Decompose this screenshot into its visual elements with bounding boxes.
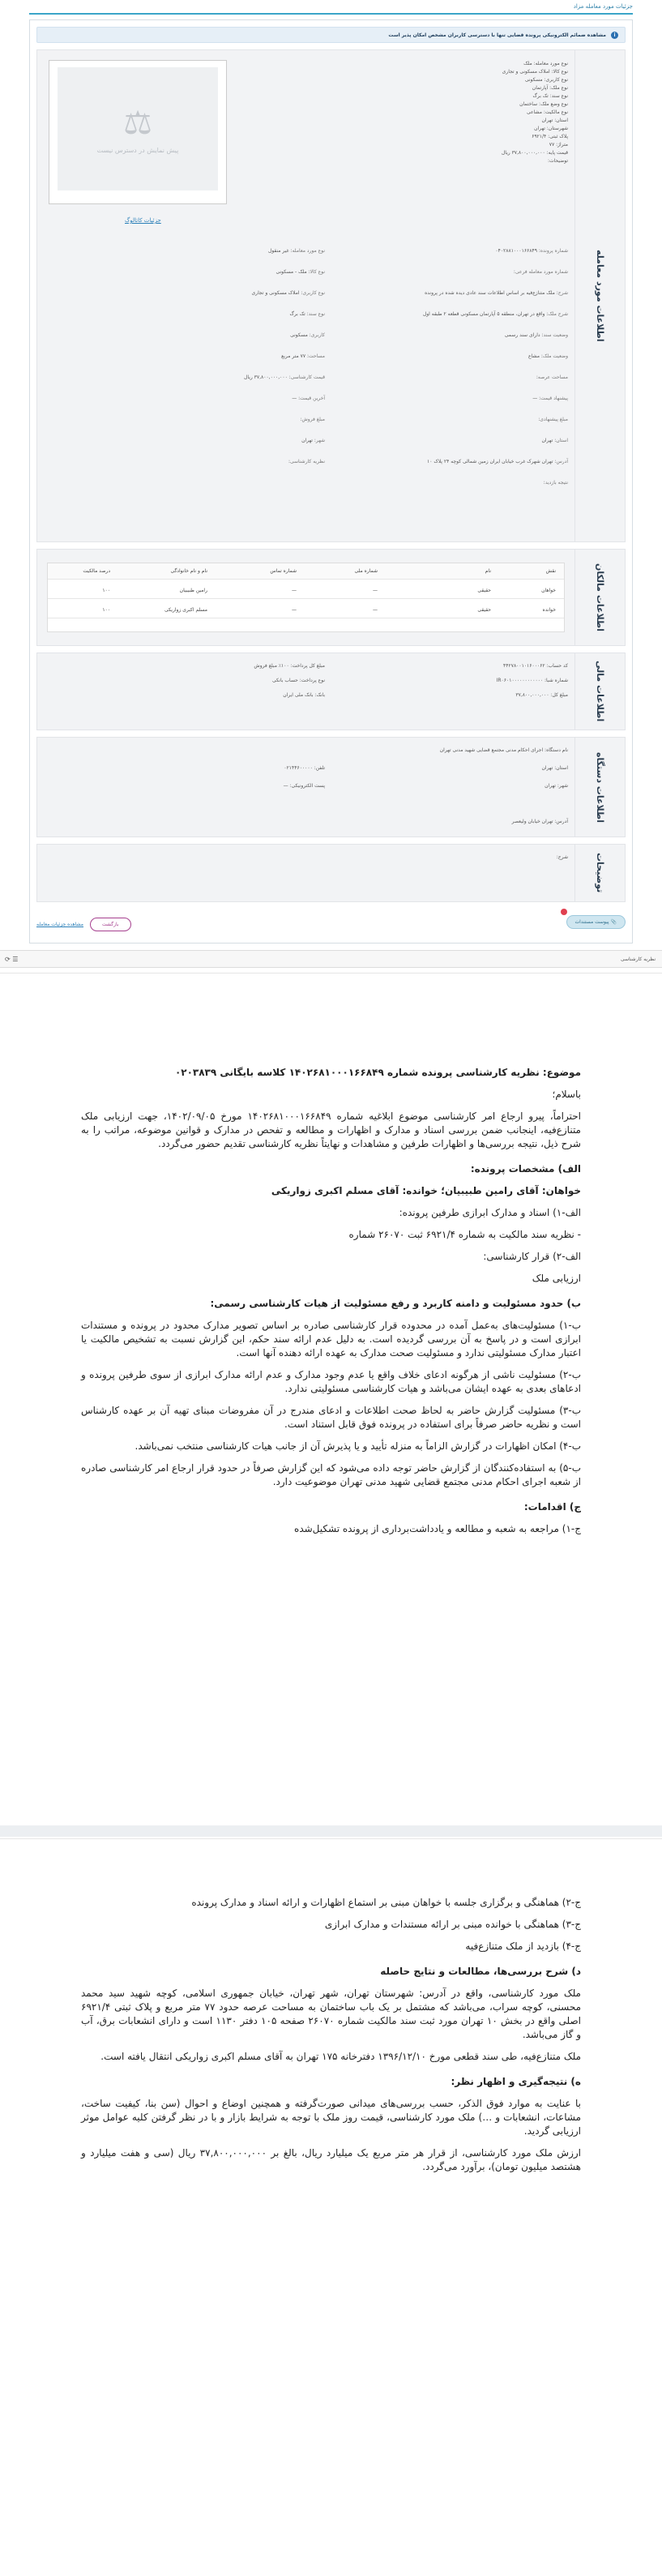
cell-fullname: مسلم اکبری زواریکی bbox=[164, 607, 207, 613]
case-field-label: قیمت کارشناسی bbox=[290, 374, 325, 380]
pdf-paragraph: ج-۳) هماهنگی با خوانده مبنی بر ارائه مستندات و مدارک ابرازی bbox=[324, 1919, 581, 1930]
case-field-value: تک برگ bbox=[289, 311, 305, 317]
case-line: توضیحات: bbox=[547, 158, 568, 164]
pdf-paragraph: ب-۱) مسئولیت‌های به‌عمل آمده در محدوده قرار کارشناسی صادره بر اساس تصویر مدارک محدود در پرونده و مستندات ابرازی است و در پاسخ به آن بررسی گردیده است. به دلیل عدم ارائه سند حکم، این گزارش نسبت به تشخیص مالکیت یا اعتبار مدارک مسئولیتی ندارد و مسئولیت صحت مدارک به عهده ارائه دهنده آنها است. bbox=[81, 1320, 581, 1359]
pdf-paragraph: ج-۱) مراجعه به شعبه و مطالعه و یادداشت‌برداری از پرونده تشکیل‌شده bbox=[294, 1523, 581, 1534]
case-field: شرح ملک: واقع در تهران، منطقه ۵ آپارتمان مسکونی قطعه ۲ طبقه اول bbox=[422, 311, 568, 317]
cell-phone: — bbox=[292, 588, 297, 593]
case-field-value: ۳۷,۸۰۰,۰۰۰,۰۰۰ ریال bbox=[243, 374, 288, 380]
paperclip-icon: 📎 bbox=[610, 919, 617, 925]
case-line: نوع وضع ملک: ساختمان bbox=[519, 101, 568, 107]
case-field-value: دارای سند رسمی bbox=[504, 332, 540, 338]
case-field-label: نوع کاربری bbox=[302, 290, 325, 296]
case-field: نوع سند: تک برگ bbox=[289, 311, 325, 317]
org-section bbox=[36, 737, 626, 837]
case-line: پلاک ثبتی: ۶۹۲۱/۴ bbox=[532, 134, 568, 139]
pdf-menu-icon[interactable]: ☰ ⟳ bbox=[5, 956, 19, 963]
pdf-paragraph: ج-۴) بازدید از ملک متنازع‌فیه bbox=[465, 1941, 581, 1952]
page-gap bbox=[0, 1825, 662, 1837]
case-field-label: نظریه کارشناسی bbox=[290, 459, 325, 464]
notes-body bbox=[44, 851, 568, 895]
case-field-value: غیر منقول bbox=[267, 248, 289, 254]
case-field-label: استان bbox=[556, 438, 568, 443]
catalog-link[interactable]: جزئیات کاتالوگ bbox=[125, 217, 161, 224]
finance-line: مبلغ کل: ۳۷,۸۰۰,۰۰۰,۰۰۰ bbox=[515, 692, 568, 698]
case-field: مساحت عرصه: bbox=[536, 374, 568, 380]
case-field-label: وضعیت ملک bbox=[542, 353, 568, 359]
case-line: شهرستان: تهران bbox=[534, 126, 568, 131]
cell-role: خواهان bbox=[541, 588, 556, 593]
pdf-parties: خواهان: آقای رامین طبیبیان؛ خوانده: آقای مسلم اکبری زواریکی bbox=[271, 1185, 581, 1196]
case-field-value: ۰۴۰۲۸۸۱۰۰۰۱۶۶۸۴۹ bbox=[495, 248, 537, 254]
pdf-page-2-text bbox=[81, 1896, 581, 2182]
case-field-value: مسکونی bbox=[290, 332, 308, 338]
owners-header bbox=[574, 550, 625, 645]
pdf-paragraph: ارزش ملک مورد کارشناسی، از قرار هر متر مربع یک میلیارد ریال، بالغ بر ۳۷,۸۰۰,۰۰۰,۰۰۰ ریال (سی و هفت میلیارد و هشتصد میلیون تومان)، برآورد می‌گردد. bbox=[81, 2147, 581, 2172]
back-button[interactable]: بازگشت bbox=[90, 918, 131, 931]
case-field-label: شماره پرونده bbox=[540, 248, 568, 254]
notice-banner bbox=[36, 27, 626, 43]
case-field: نوع کالا: ملک - مسکونی bbox=[275, 269, 325, 275]
org-title: اطلاعات دستگاه bbox=[595, 751, 605, 823]
case-field: نوع کاربری: املاک مسکونی و تجاری bbox=[251, 290, 325, 296]
owners-table bbox=[47, 563, 565, 632]
pdf-paragraph: الف-۲) قرار کارشناسی: bbox=[483, 1251, 581, 1262]
case-field: نوع مورد معامله: غیر منقول bbox=[267, 248, 325, 254]
cell-phone: — bbox=[292, 607, 297, 613]
org-line: آدرس: تهران خیابان ولیعصر bbox=[511, 819, 568, 824]
th-national-id: شماره ملی bbox=[354, 568, 378, 574]
th-role: نقش bbox=[545, 568, 556, 574]
case-field: مبلغ پیشنهادی: bbox=[538, 417, 568, 422]
case-info-header bbox=[574, 50, 625, 541]
case-field-value: — bbox=[532, 396, 538, 401]
notes-header bbox=[574, 845, 625, 901]
case-line: نوع کاربری: مسکونی bbox=[524, 77, 568, 83]
cell-national-id: — bbox=[373, 607, 378, 613]
pdf-paragraph: ارزیابی ملک bbox=[532, 1273, 581, 1284]
cell-fullname: رامین طبیبیان bbox=[179, 588, 207, 593]
case-field-value: ملک - مسکونی bbox=[275, 269, 307, 275]
pdf-paragraph: - نظریه سند مالکیت به شماره ۶۹۲۱/۴ ثبت ۲۶۰۷۰ شماره bbox=[348, 1229, 581, 1240]
gavel-icon: ⚖ bbox=[123, 104, 152, 142]
table-row[interactable] bbox=[48, 602, 564, 618]
case-field-label: شرح ملک bbox=[548, 311, 568, 317]
case-field: استان: تهران bbox=[541, 438, 568, 443]
case-field-label: شرح bbox=[557, 290, 568, 296]
pdf-page-2 bbox=[0, 1838, 662, 2576]
case-field-label: نوع مورد معامله bbox=[292, 248, 325, 254]
case-field-label: شماره مورد معامله فرعی bbox=[515, 269, 568, 275]
finance-line: کد حساب: ۴۴۲۷۸۰۰۱۰۱۶۰۰۰۶۲ bbox=[503, 663, 568, 669]
cell-type: حقیقی bbox=[477, 607, 491, 613]
pdf-toolbar-title: نظریه کارشناسی bbox=[621, 956, 656, 962]
pdf-paragraph: ب-۴) امکان اظهارات در گزارش الزاماً به منزله تأیید و یا پذیرش آن از جانب هیات کارشناسی منتخب نمی‌باشد. bbox=[135, 1440, 581, 1452]
info-icon: i bbox=[611, 32, 618, 39]
finance-line: شماره شبا: IR۰۶۰۱۰۰۰۰۰۰۰۰۰۰۰۰ bbox=[496, 678, 568, 683]
case-field-label: آدرس bbox=[556, 459, 568, 464]
org-header bbox=[574, 738, 625, 837]
case-field-label: نوع سند bbox=[308, 311, 325, 317]
case-line: نوع سند: تک برگ bbox=[532, 93, 568, 99]
notes-title: توضیحات bbox=[595, 853, 605, 893]
case-field-value: تهران شهرک غرب خیابان ایران زمین شمالی کوچه ۲۴ پلاک ۱۰ bbox=[427, 459, 553, 464]
case-line: نوع کالا: املاک مسکونی و تجاری bbox=[502, 69, 568, 75]
case-field-value: مشاع bbox=[528, 353, 540, 359]
case-field-value: تهران bbox=[301, 438, 313, 443]
case-field-label: شهر bbox=[315, 438, 325, 443]
case-field: شرح: ملک متنازع‌فیه بر اساس اطلاعات سند عادی دیده شده در پرونده bbox=[425, 290, 568, 296]
footer-actions bbox=[36, 918, 131, 931]
photo-frame bbox=[49, 60, 227, 204]
cell-share: ۱۰۰ bbox=[102, 588, 110, 593]
page-title: جزئیات مورد معامله مزاد bbox=[573, 3, 633, 10]
case-field: شهر: تهران bbox=[301, 438, 325, 443]
org-line: شهر: تهران bbox=[545, 783, 568, 789]
pdf-heading: ج) اقدامات: bbox=[523, 1501, 581, 1513]
case-field: وضعیت سند: دارای سند رسمی bbox=[504, 332, 568, 338]
pdf-paragraph: الف-۱) اسناد و مدارک ابرازی طرفین پرونده: bbox=[399, 1207, 581, 1218]
pdf-heading: د) شرح بررسی‌ها، مطالعات و نتایج حاصله bbox=[380, 1966, 581, 1977]
case-field: شماره پرونده: ۰۴۰۲۸۸۱۰۰۰۱۶۶۸۴۹ bbox=[495, 248, 568, 254]
finance-line: بانک: بانک ملی ایران bbox=[283, 692, 325, 698]
pdf-paragraph: ملک متنازع‌فیه، طی سند قطعی مورخ ۱۳۹۶/۱۲/۱۰ دفترخانه ۱۷۵ تهران به آقای مسلم اکبری زواریکی انتقال یافته است. bbox=[100, 2051, 581, 2062]
cell-national-id: — bbox=[373, 588, 378, 593]
case-field: آخرین قیمت: — bbox=[292, 396, 325, 401]
case-line: استان: تهران bbox=[541, 118, 568, 123]
case-field-label: نوع کالا bbox=[310, 269, 325, 275]
finance-body bbox=[44, 660, 568, 723]
cell-share: ۱۰۰ bbox=[102, 607, 110, 613]
case-field: پیشنهاد قیمت: — bbox=[532, 396, 568, 401]
table-row[interactable] bbox=[48, 583, 564, 599]
case-field-value: ۷۷ متر مربع bbox=[281, 353, 306, 359]
table-header-row bbox=[48, 563, 564, 580]
case-info-title: اطلاعات مورد معامله bbox=[595, 250, 605, 342]
case-field-label: آخرین قیمت bbox=[300, 396, 325, 401]
pdf-paragraph: ج-۲) هماهنگی و برگزاری جلسه با خواهان مبنی بر استماع اظهارات و ارائه اسناد و مدارک پرونده bbox=[191, 1897, 581, 1908]
owners-section bbox=[36, 549, 626, 646]
case-field-value: املاک مسکونی و تجاری bbox=[251, 290, 300, 296]
finance-section bbox=[36, 653, 626, 730]
org-line: تلفن: ۰۲۱۴۴۶۰۰۰۰۰ bbox=[284, 765, 325, 771]
photo-placeholder bbox=[58, 67, 218, 190]
case-field: مساحت: ۷۷ متر مربع bbox=[281, 353, 325, 359]
case-field: آدرس: تهران شهرک غرب خیابان ایران زمین شمالی کوچه ۲۴ پلاک ۱۰ bbox=[427, 459, 568, 464]
case-line: نوع مالکیت: مشاعی bbox=[526, 109, 568, 115]
case-line: نوع مورد معامله: ملک bbox=[523, 61, 568, 66]
pdf-subject: موضوع: نظریه کارشناسی پرونده شماره ۱۴۰۲۶۸۱۰۰۰۱۶۶۸۴۹ کلاسه بایگانی ۰۲۰۳۸۳۹ bbox=[174, 1067, 581, 1078]
case-field-value: تهران bbox=[541, 438, 553, 443]
finance-line: مبلغ کل پرداخت: ۱۰۰٪ مبلغ فروش bbox=[254, 663, 325, 669]
case-field-label: وضعیت سند bbox=[543, 332, 568, 338]
case-field-label: مساحت bbox=[309, 353, 325, 359]
pdf-heading: الف) مشخصات پرونده: bbox=[470, 1163, 581, 1175]
top-divider bbox=[29, 13, 633, 15]
pdf-paragraph: احتراماً، پیرو ارجاع امر کارشناسی موضوع ابلاغیه شماره ۱۴۰۲۶۸۱۰۰۰۱۶۶۸۴۹ مورخ ۱۴۰۲/۰۹/۰۵، جهت ارزیابی ملک متنازع‌فیه، اینجانب ضمن بررسی اسناد و مدارک و اظهارات و مطالعه و تفحص در مدارک و قوانین موضوعه، مراتب را به شرح ذیل، نتیجه بررسی‌ها و اظهارات طرفین و مشاهدات و نهایتاً نظریه کارشناسی تقدیم حضور می‌گردد. bbox=[81, 1110, 581, 1149]
cell-role: خوانده bbox=[542, 607, 556, 613]
owners-body bbox=[44, 556, 568, 639]
case-field-label: نتیجه بازدید bbox=[545, 480, 568, 486]
notes-section bbox=[36, 844, 626, 902]
main-card bbox=[29, 19, 633, 944]
view-deal-link[interactable]: مشاهده جزئیات معامله bbox=[36, 922, 83, 927]
finance-line: نوع پرداخت: حساب بانکی bbox=[271, 678, 325, 683]
finance-header bbox=[574, 653, 625, 730]
th-type: نام bbox=[485, 568, 491, 574]
case-top-list bbox=[260, 60, 568, 165]
case-field: شماره مورد معامله فرعی: bbox=[513, 269, 568, 275]
photo-caption: پیش نمایش در دسترس نیست bbox=[96, 146, 179, 154]
case-field-label: مساحت عرصه bbox=[537, 374, 568, 380]
org-line: نام دستگاه: اجرای احکام مدنی مجتمع قضایی شهید مدنی تهران bbox=[439, 747, 568, 753]
case-field-value: — bbox=[292, 396, 297, 401]
cell-type: حقیقی bbox=[477, 588, 491, 593]
case-field-label: مبلغ پیشنهادی bbox=[540, 417, 568, 422]
case-field: نظریه کارشناسی: bbox=[288, 459, 325, 464]
case-line: متراژ: ۷۷ bbox=[549, 142, 568, 148]
pdf-paragraph: ب-۳) مسئولیت گزارش حاضر به لحاظ صحت اطلاعات و ادعای مندرج در آن مفروضات مبنای تهیه آن بر عهده کارشناس است و نظریه حاضر صرفاً برای استفاده در پرونده فوق قابل استناد است. bbox=[81, 1405, 581, 1430]
pdf-intro: باسلام؛ bbox=[552, 1089, 581, 1100]
pdf-paragraph: با عنایت به موارد فوق الذکر، حسب بررسی‌های میدانی صورت‌گرفته و همچنین اوضاع و احوال (سن بنا، کیفیت ساخت، مشاعات، انشعابات و …) ملک مورد کارشناسی، قیمت روز ملک با توجه به شرایط بازار و با در نظر گرفتن کلیه عوامل موثر ارزیابی گردید. bbox=[81, 2098, 581, 2137]
case-field-label: پیشنهاد قیمت bbox=[540, 396, 568, 401]
attach-documents-label: پیوست مستندات bbox=[574, 919, 609, 925]
case-field: وضعیت ملک: مشاع bbox=[528, 353, 568, 359]
case-field-label: کاربری bbox=[310, 332, 325, 338]
case-grid bbox=[44, 248, 568, 535]
owners-title: اطلاعات مالکان bbox=[595, 563, 605, 631]
case-field: مبلغ فروش: bbox=[300, 417, 325, 422]
pdf-page-1 bbox=[0, 973, 662, 1824]
th-fullname: نام و نام خانوادگی bbox=[170, 568, 207, 574]
notification-badge bbox=[561, 909, 567, 915]
pdf-paragraph: ملک مورد کارشناسی، واقع در آدرس: شهرستان تهران، شهر تهران، خیابان جمهوری اسلامی، کوچه شهید سید محمد محسنی، کوچه سراب، می‌باشد که مشتمل بر یک باب ساختمان به مساحت عرصه حدود ۷۷ متر مربع و پلاک ثبتی ۶۹۲۱/۴ اصلی واقع در بخش ۱۰ تهران مورد ثبت سند مالکیت شماره ۲۶۰۷۰ صفحه ۱۰۵ دفتر ۱۱۳۰ است و دارای انشعابات برق، آب و گاز می‌باشد. bbox=[81, 1988, 582, 2040]
pdf-heading: ب) حدود مسئولیت و دامنه کاربرد و رفع مسئولیت از هیات کارشناسی رسمی: bbox=[210, 1298, 581, 1309]
case-line: نوع ملک: آپارتمان bbox=[532, 85, 568, 91]
attach-documents-button[interactable] bbox=[566, 915, 626, 929]
finance-title: اطلاعات مالی bbox=[595, 661, 605, 722]
org-line: استان: تهران bbox=[541, 765, 568, 771]
pdf-heading: ه) نتیجه‌گیری و اظهار نظر: bbox=[451, 2076, 581, 2087]
case-info-section bbox=[36, 49, 626, 542]
case-field: نتیجه بازدید: bbox=[543, 480, 568, 486]
case-field: کاربری: مسکونی bbox=[290, 332, 325, 338]
case-field: قیمت کارشناسی: ۳۷,۸۰۰,۰۰۰,۰۰۰ ریال bbox=[243, 374, 325, 380]
th-share: درصد مالکیت bbox=[83, 568, 110, 574]
case-field-value: ملک متنازع‌فیه بر اساس اطلاعات سند عادی دیده شده در پرونده bbox=[425, 290, 555, 296]
pdf-paragraph: ب-۵) به استفاده‌کنندگان از گزارش حاضر توجه داده می‌شود که این گزارش صرفاً در حدود قرار ارجاع امر کارشناسی صادره از شعبه اجرای احکام مدنی مجتمع قضایی شهید مدنی تهران موضوعیت دارد. bbox=[81, 1462, 581, 1487]
notes-label: شرح: bbox=[556, 854, 568, 860]
notice-text: مشاهده ضمائم الکترونیکی پرونده قضایی تنها با دسترسی کاربران مشخص امکان پذیر است bbox=[388, 32, 606, 38]
case-field-value: واقع در تهران، منطقه ۵ آپارتمان مسکونی قطعه ۲ طبقه اول bbox=[422, 311, 545, 317]
th-phone: شماره تماس bbox=[270, 568, 297, 574]
pdf-paragraph: ب-۲) مسئولیت ناشی از هرگونه ادعای خلاف واقع یا عدم وجود مدارک و عدم ارائه مدارک ابرازی از سوی طرفین پرونده و ادعاهای بعدی به عهده ایشان می‌باشد و هیات کارشناسی مسئولیتی ندارد. bbox=[81, 1369, 581, 1394]
org-body bbox=[44, 744, 568, 830]
case-line: قیمت پایه: ۳۷,۸۰۰,۰۰۰,۰۰۰ ریال bbox=[501, 150, 568, 156]
case-field-label: مبلغ فروش bbox=[301, 417, 325, 422]
pdf-toolbar bbox=[0, 950, 662, 968]
case-info-body bbox=[44, 57, 568, 535]
org-line: پست الکترونیکی: — bbox=[283, 783, 325, 789]
pdf-page-1-text bbox=[81, 1055, 581, 1544]
